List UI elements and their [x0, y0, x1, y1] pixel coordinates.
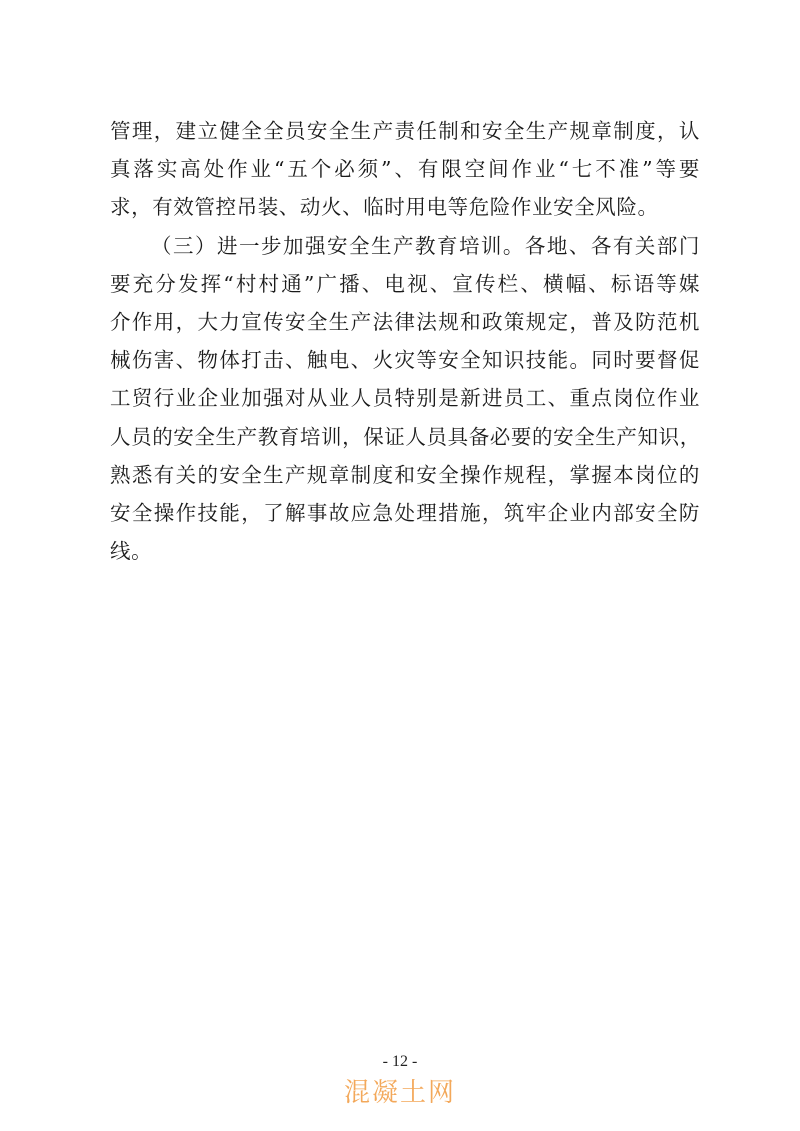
- paragraph-heading-line: （三）进一步加强安全生产教育培训。各地、各有关部门: [151, 233, 700, 258]
- text-line-3: 求，有效管控吊装、动火、临时用电等危险作业安全风险。: [110, 195, 659, 220]
- text-line-12: 线。: [110, 539, 153, 564]
- text-line-8: 工贸行业企业加强对从业人员特别是新进员工、重点岗位作业: [110, 386, 700, 411]
- page-number: - 12 -: [382, 1053, 418, 1070]
- watermark-logo: 混凝土网: [343, 1078, 456, 1108]
- text-line-1: 管理，建立健全全员安全生产责任制和安全生产规章制度，认: [110, 119, 700, 143]
- text-line-2: 真落实高处作业“五个必须”、有限空间作业“七不准”等要: [110, 157, 700, 182]
- body-text: [110, 112, 700, 570]
- text-line-5: 要充分发挥“村村通”广播、电视、宣传栏、横幅、标语等媒: [110, 271, 700, 296]
- text-line-11: 安全操作技能，了解事故应急处理措施，筑牢企业内部安全防: [110, 500, 700, 525]
- text-line-6: 介作用，大力宣传安全生产法律法规和政策规定，普及防范机: [110, 309, 700, 334]
- text-line-10: 熟悉有关的安全生产规章制度和安全操作规程，掌握本岗位的: [110, 462, 700, 487]
- text-line-9: 人员的安全生产教育培训，保证人员具备必要的安全生产知识，: [110, 424, 701, 449]
- text-line-7: 械伤害、物体打击、触电、火灾等安全知识技能。同时要督促: [110, 348, 700, 373]
